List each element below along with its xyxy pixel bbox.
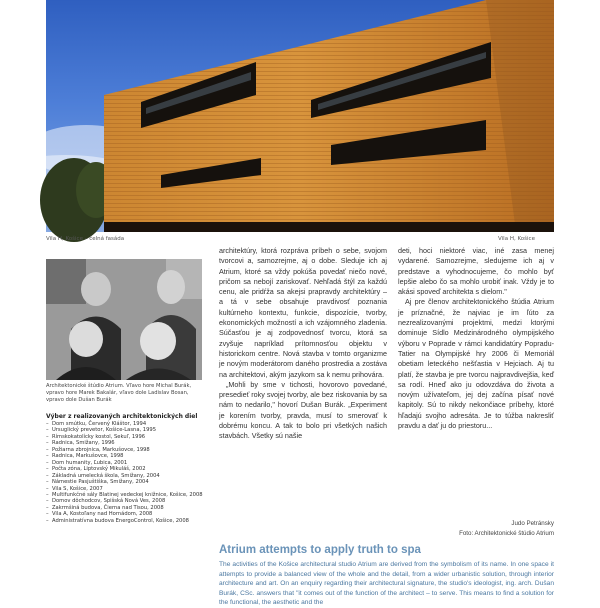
building-facade-illustration — [46, 0, 554, 232]
article-paragraph: „Mohli by sme v tichosti, hovorovo povedané, presedieť roky svojej tvorby, ale bez riskovania by sa nám to nedarilo," hovorí Dušan Burák. „Experiment je korením tvorby, pravda, musí to smerovať k dobrému koncu. A tak to bolo pri všetkých našich stavbách. Všetky sú našie — [219, 379, 387, 441]
photo-credit: Foto: Architektonické štúdio Atrium — [459, 530, 554, 537]
author-name: Judo Petránsky — [511, 520, 554, 527]
selected-works-title: Výber z realizovaných architektonických diel — [46, 413, 198, 420]
article-column-2 — [398, 246, 554, 431]
list-item: – Vila S, Košice, 2007 — [46, 486, 202, 492]
list-item: – Radnica, Smižany, 1996 — [46, 440, 202, 446]
list-item: – Základná umelecká škola, Smižany, 2004 — [46, 473, 202, 479]
portrait-caption: Architektonické štúdio Atrium. Vľavo hore Michal Burák, vpravo hore Marek Bakalár, vľavo dole Ladislav Bosan, vpravo dole Dušan Burák — [46, 383, 192, 403]
list-item: – Radnica, Markušovce, 1998 — [46, 453, 202, 459]
architects-portrait-illustration — [46, 259, 202, 380]
architects-portrait-photo — [46, 259, 202, 380]
list-item: – Počta zóna, Liptovský Mikuláš, 2002 — [46, 466, 202, 472]
list-item: – Rímskokatolícky kostol, Sekuľ, 1996 — [46, 434, 202, 440]
article-credits — [398, 519, 554, 539]
list-item: – Zakrmšiná budova, Čierna nad Tisou, 2008 — [46, 505, 202, 511]
english-summary-text: The activities of the Košice architectural studio Atrium are derived from the symbolism of its name. In one space it attempts to provide a balanced view of the whole and the detail, from a wider urbanistic solution, through interior architecture and art. On an enquiry regarding their architectural signature, the studio's ideologist, ing. arch. Dušan Burák, CSc. answers that "it comes out of the function of the architect – to serve. This means to find a solution for the functional, the aesthetic and the — [219, 561, 554, 606]
list-item: – Dom humanity, Ľubica, 2001 — [46, 460, 202, 466]
building-facade-photo — [46, 0, 554, 232]
english-summary-title: Atrium attempts to apply truth to spa — [219, 544, 421, 556]
list-item: – Vila A, Kostoľany nad Hornádom, 2008 — [46, 511, 202, 517]
selected-works-list — [46, 421, 202, 524]
list-item: – Požiarna zbrojnica, Markušovce, 1998 — [46, 447, 202, 453]
list-item: – Multifunkčné sály Blatinej vedeckej knižnice, Košice, 2008 — [46, 492, 202, 498]
hero-caption-right: Vila H, Košice — [498, 236, 535, 242]
list-item: – Administratívna budova EnergoControl, Košice, 2008 — [46, 518, 202, 524]
selected-works — [46, 413, 202, 524]
list-item: – Domov dôchodcov, Spišská Nová Ves, 2008 — [46, 498, 202, 504]
article-column-1 — [219, 246, 387, 442]
article-paragraph: architektúry, ktorá rozpráva príbeh o sebe, svojom tvorcovi a, samozrejme, aj o dobe. Sleduje ich aj Atrium, ktoré sa vždy pokúša povedať niečo nové, pričom sa nebojí zariskovať. Nehľadá štýl za každú cenu, ale pridŕža sa akejsi prapravdy architektúry – a tá v sebe obsahuje pravdivosť poznania kultúrneho kontextu, funkcie, dispozície, tvorby, ekonomických možností a ich vzájomného zladenia. Súčasťou je aj zodpovednosť tvorcu, ktorá sa zvyšuje napríklad prítomnosťou objektu v historickom centre. Nová stavba v tomto organizme je novým moderátorom daného prostredia a zostáva na architektovi, akým jazykom sa k nemu prihovára. — [219, 246, 387, 379]
hero-caption: Vila H, Košice – čelná fasáda — [46, 236, 125, 242]
list-item: – Námestie Pasjuštiška, Smižany, 2004 — [46, 479, 202, 485]
article-paragraph: deti, hoci niektoré viac, iné zasa menej vydarené. Samozrejme, sledujeme ich aj v predstave a vyhodnocujeme, čo mohlo byť lepšie alebo čo sa mohlo urobiť inak. Vždy je to akási spoveď architekta s dielom." — [398, 246, 554, 297]
article-paragraph: Aj pre členov architektonického štúdia Atrium je príznačné, že najviac je im ľúto za nezrealizovanými projektmi, medzi ktorými dominuje Sídlo Medzinárodného olympijského výboru v Poprade v rámci kandidatúry Popradu-Tatier na Olympijské hry 2006 či Memoriál obetiam leteckého nešťastia v Hejciach. Aj tu platí, že stavba je pre tvorcu najpravdivejšia, keď sa rodí. Hneď ako ju odovzdáva do života a novým užívateľom, jej dej začína písať nové kapitoly. Sú to nikdy nekončiace príbehy, ktoré hľadajú svojho adresáta. Je to túžba nakresliť pravdu a dať ju do priestoru... — [398, 297, 554, 431]
list-item: – Ursuglický prevetor, Košice-Lasna, 1995 — [46, 427, 202, 433]
list-item: – Dom smútku, Červený Kláštor, 1994 — [46, 421, 202, 427]
